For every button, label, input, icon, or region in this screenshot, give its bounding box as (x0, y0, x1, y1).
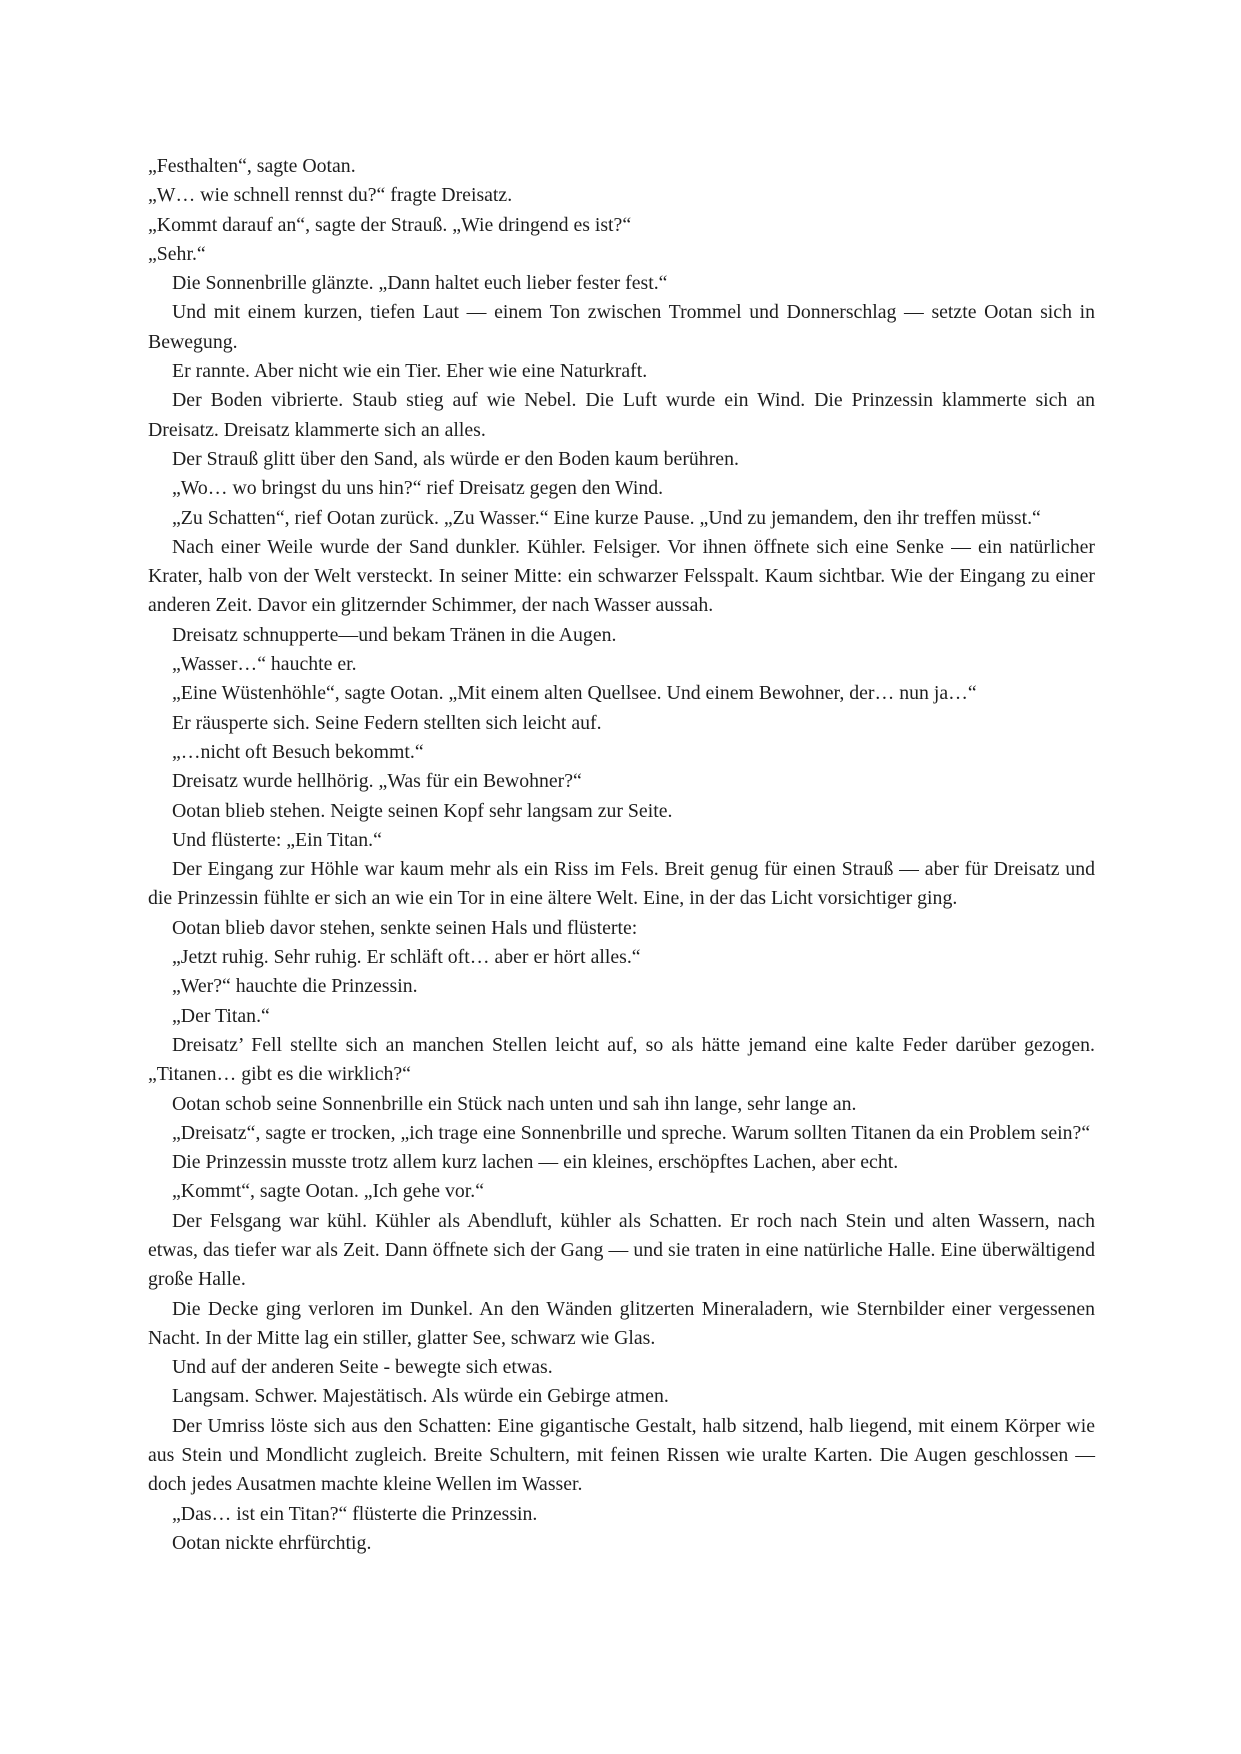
paragraph: Der Felsgang war kühl. Kühler als Abendluft, kühler als Schatten. Er roch nach Stein und alten Wassern, nach etwas, das tiefer war als Zeit. Dann öffnete sich der Gang — und sie traten in eine natürliche Halle. Eine überwältigend große Halle. (148, 1209, 1095, 1291)
paragraph: „Kommt“, sagte Ootan. „Ich gehe vor.“ (172, 1180, 484, 1203)
paragraph: Der Boden vibrierte. Staub stieg auf wie Nebel. Die Luft wurde ein Wind. Die Prinzessin klammerte sich an Dreisatz. Dreisatz klammerte sich an alles. (148, 389, 1095, 441)
paragraph: „Jetzt ruhig. Sehr ruhig. Er schläft oft… aber er hört alles.“ (172, 946, 641, 969)
paragraph: „Festhalten“, sagte Ootan. (148, 155, 356, 177)
paragraph: Und auf der anderen Seite - bewegte sich etwas. (172, 1356, 553, 1379)
paragraph: „Wer?“ hauchte die Prinzessin. (172, 975, 418, 998)
paragraph: Ootan blieb davor stehen, senkte seinen Hals und flüsterte: (172, 916, 638, 939)
paragraph: „Dreisatz“, sagte er trocken, „ich trage eine Sonnenbrille und spreche. Warum sollten Titanen da ein Problem sein?“ (172, 1121, 1091, 1144)
paragraph: „Wasser…“ hauchte er. (172, 653, 357, 676)
paragraph: Dreisatz wurde hellhörig. „Was für ein Bewohner?“ (172, 770, 582, 793)
paragraph: Und flüsterte: „Ein Titan.“ (172, 828, 382, 851)
paragraph: Und mit einem kurzen, tiefen Laut — einem Ton zwischen Trommel und Donnerschlag — setzte Ootan sich in Bewegung. (148, 301, 1095, 353)
paragraph: Dreisatz’ Fell stellte sich an manchen Stellen leicht auf, so als hätte jemand eine kalte Feder darüber gezogen. „Titanen… gibt es die wirklich?“ (148, 1033, 1095, 1086)
paragraph: Ootan schob seine Sonnenbrille ein Stück nach unten und sah ihn lange, sehr lange an. (172, 1092, 857, 1115)
paragraph: „Zu Schatten“, rief Ootan zurück. „Zu Wasser.“ Eine kurze Pause. „Und zu jemandem, den ihr treffen müsst.“ (172, 506, 1041, 529)
paragraph: Ootan nickte ehrfürchtig. (172, 1531, 372, 1554)
paragraph: „Das… ist ein Titan?“ flüsterte die Prinzessin. (172, 1502, 538, 1525)
paragraph: „Kommt darauf an“, sagte der Strauß. „Wie dringend es ist?“ (148, 213, 632, 236)
paragraph: Ootan blieb stehen. Neigte seinen Kopf sehr langsam zur Seite. (172, 799, 673, 822)
paragraph: Nach einer Weile wurde der Sand dunkler. Kühler. Felsiger. Vor ihnen öffnete sich eine Senke — ein natürlicher Krater, halb von der Welt versteckt. In seiner Mitte: ein schwarzer Felsspalt. Kaum sichtbar. Wie der Eingang zu einer anderen Zeit. Davor ein glitzernder Schimmer, der nach Wasser aussah. (148, 535, 1095, 617)
paragraph: „W… wie schnell rennst du?“ fragte Dreisatz. (148, 184, 513, 207)
paragraph: Dreisatz schnupperte—und bekam Tränen in die Augen. (172, 623, 617, 646)
paragraph: Der Eingang zur Höhle war kaum mehr als ein Riss im Fels. Breit genug für einen Strauß — aber für Dreisatz und die Prinzessin fühlte er sich an wie ein Tor in eine ältere Welt. Eine, in der das Licht vorsichtiger ging. (148, 858, 1095, 910)
paragraph: Der Umriss löste sich aus den Schatten: Eine gigantische Gestalt, halb sitzend, halb liegend, mit einem Körper wie aus Stein und Mondlicht zugleich. Breite Schultern, mit feinen Rissen wie uralte Karten. Die Augen geschlossen — doch jedes Ausatmen machte kleine Wellen im Wasser. (148, 1414, 1095, 1496)
body-text (148, 152, 1095, 1558)
paragraph: Langsam. Schwer. Majestätisch. Als würde ein Gebirge atmen. (172, 1385, 669, 1408)
paragraph: Er rannte. Aber nicht wie ein Tier. Eher wie eine Naturkraft. (172, 360, 648, 383)
paragraph: Die Sonnenbrille glänzte. „Dann haltet euch lieber fester fest.“ (172, 272, 668, 295)
paragraph: „Der Titan.“ (172, 1004, 270, 1027)
paragraph: Der Strauß glitt über den Sand, als würde er den Boden kaum berühren. (172, 447, 739, 470)
paragraph: „Eine Wüstenhöhle“, sagte Ootan. „Mit einem alten Quellsee. Und einem Bewohner, der… nun ja…“ (172, 682, 977, 705)
paragraph: „Sehr.“ (148, 242, 206, 265)
paragraph: Die Prinzessin musste trotz allem kurz lachen — ein kleines, erschöpftes Lachen, aber echt. (172, 1151, 899, 1174)
paragraph: Die Decke ging verloren im Dunkel. An den Wänden glitzerten Mineraladern, wie Sternbilder einer vergessenen Nacht. In der Mitte lag ein stiller, glatter See, schwarz wie Glas. (148, 1297, 1095, 1349)
paragraph: Er räusperte sich. Seine Federn stellten sich leicht auf. (172, 711, 602, 734)
paragraph: „…nicht oft Besuch bekommt.“ (172, 740, 424, 763)
paragraph: „Wo… wo bringst du uns hin?“ rief Dreisatz gegen den Wind. (172, 477, 664, 500)
